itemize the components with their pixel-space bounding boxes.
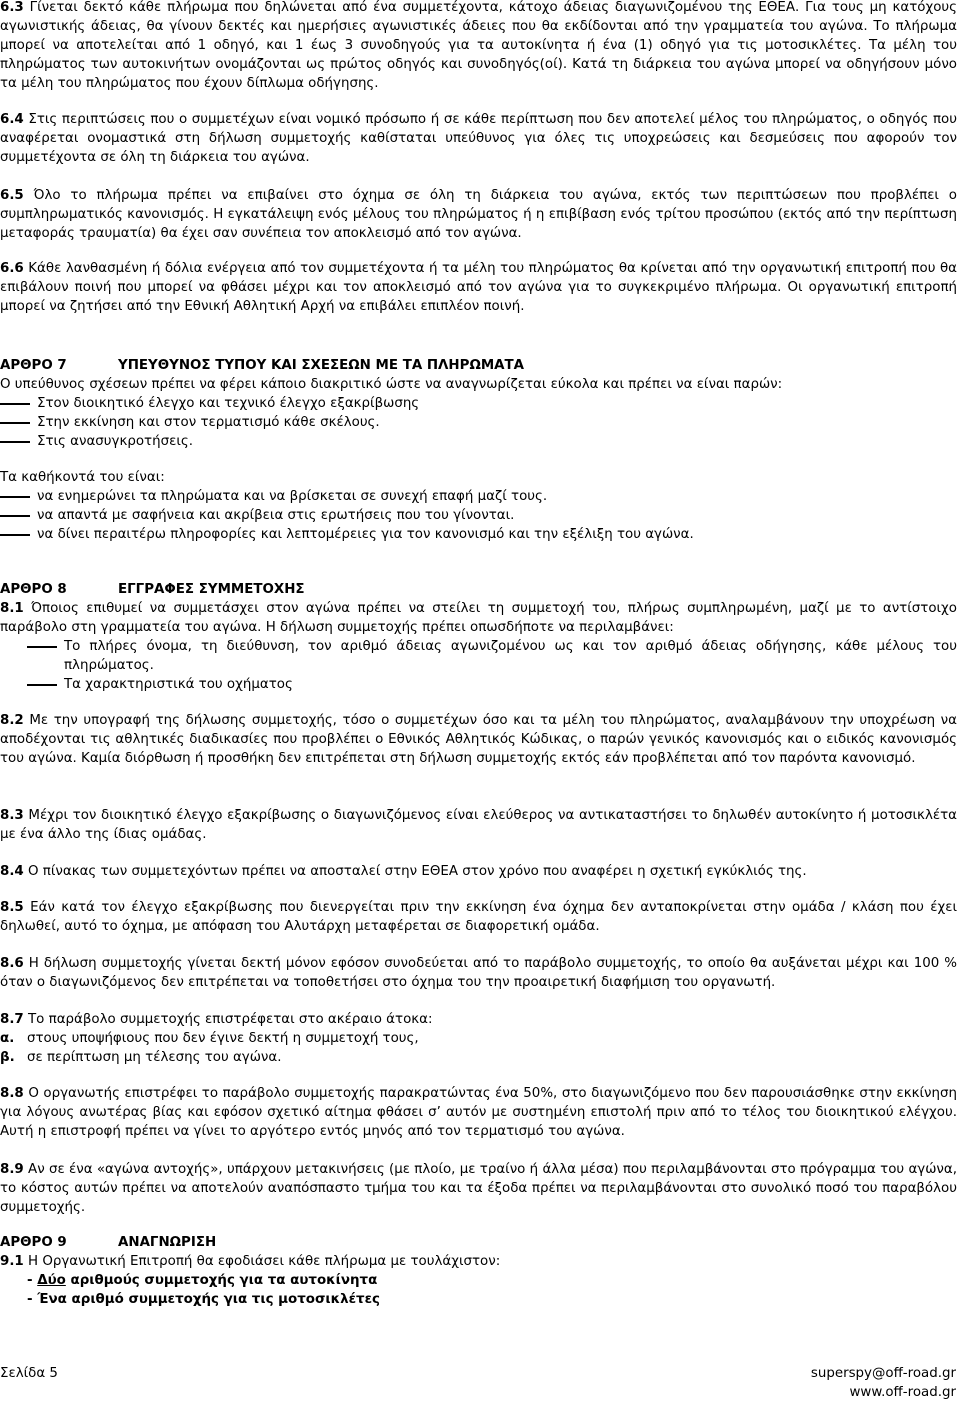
list-item: να δίνει περαιτέρω πληροφορίες και λεπτομέρειες για τον κανονισμό και την εξέλιξη του αγώνα. [0, 525, 957, 544]
paragraph-6-4 [0, 110, 957, 167]
list-item: να ενημερώνει τα πληρώματα και να βρίσκεται σε συνεχή επαφή μαζί τους. [0, 487, 957, 506]
paragraph-8-5 [0, 898, 957, 936]
article-7-intro: Ο υπεύθυνος σχέσεων πρέπει να φέρει κάποιο διακριτικό ώστε να αναγνωρίζεται εύκολα και πρέπει να είναι παρών: [0, 377, 783, 392]
clause-number: 8.3 [0, 808, 24, 823]
article-title: ΥΠΕΥΘΥΝΟΣ ΤΥΠΟΥ ΚΑΙ ΣΧΕΣΕΩΝ ΜΕ ΤΑ ΠΛΗΡΩΜΑΤΑ [118, 358, 525, 373]
clause-number: 8.9 [0, 1162, 24, 1177]
clause-number: 8.5 [0, 900, 24, 915]
list-item: Στον διοικητικό έλεγχο και τεχνικό έλεγχο εξακρίβωσης [0, 394, 957, 413]
clause-text: Η δήλωση συμμετοχής γίνεται δεκτή μόνον εφόσον συνοδεύεται από το παράβολο συμμετοχής, το οποίο θα αυξάνεται μέχρι και 100 % όταν ο διαγωνιζόμενος δεν επιτρέπεται να τοποθετήσει στο όχημα του την προαιρετική διαφήμιση του οργανωτή. [0, 956, 957, 990]
clause-text: Κάθε λανθασμένη ή δόλια ενέργεια από τον συμμετέχοντα ή τα μέλη του πληρώματος θα κρίνεται από την οργανωτική επιτροπή που θα επιβάλουν ποινή που μπορεί να φθάσει μέχρι και τον αποκλεισμό από τον αγώνα για το συγκεκριμένο πλήρωμα. Οι οργανωτική επιτροπή μπορεί να ζητήσει από την Εθνική Αθλητική Αρχή να επιβάλει επιπλέον ποινή. [0, 261, 957, 314]
list-item: Τα χαρακτηριστικά του οχήματος [0, 675, 957, 694]
clause-text: Εάν κατά τον έλεγχο εξακρίβωσης που διενεργείται πριν την εκκίνηση ένα όχημα δεν ανταποκρίνεται στην ομάδα / κλάση που έχει δηλωθεί, αυτό το όχημα, με απόφαση του Αλυτάρχη μεταφέρεται σε διαφορετική ομάδα. [0, 900, 957, 934]
clause-number: 8.6 [0, 956, 24, 971]
article-title: ΕΓΓΡΑΦΕΣ ΣΥΜΜΕΤΟΧΗΣ [118, 582, 305, 597]
list-item: να απαντά με σαφήνεια και ακρίβεια στις ερωτήσεις που του γίνονται. [0, 506, 957, 525]
article-label: ΑΡΘΡΟ 7 [0, 358, 67, 373]
duties-intro: Τα καθήκοντά του είναι: [0, 470, 165, 485]
clause-number: 6.4 [0, 112, 24, 127]
article-9-heading [0, 1233, 217, 1252]
article-7-heading [0, 356, 525, 375]
clause-text: Το παράβολο συμμετοχής επιστρέφεται στο ακέραιο άτοκα: [28, 1012, 433, 1027]
clause-text: Αν σε ένα «αγώνα αντοχής», υπάρχουν μετακινήσεις (με πλοίο, με τραίνο ή άλλα μέσα) που περιλαμβάνονται στο πρόγραμμα του αγώνα, το κόστος αυτών πρέπει να αποτελούν αναπόσπαστο τμήμα του και τα έξοδα πρέπει να περιλαμβάνονται στο συνολικό ποσό του παραβόλου συμμετοχής. [0, 1162, 957, 1215]
list-item: Στην εκκίνηση και στον τερματισμό κάθε σκέλους. [0, 413, 957, 432]
clause-text: Η Οργανωτική Επιτροπή θα εφοδιάσει κάθε πλήρωμα με τουλάχιστον: [28, 1254, 501, 1269]
clause-number: 9.1 [0, 1254, 24, 1269]
clause-text: Όλο το πλήρωμα πρέπει να επιβαίνει στο όχημα σε όλη τη διάρκεια του αγώνα, εκτός των περιπτώσεων που προβλέπει ο συμπληρωματικός κανονισμός. Η εγκατάλειψη ενός μέλους του πληρώματος ή η επιβίβαση ενός τρίτου προσώπου (εκτός από την περίπτωση μεταφοράς τραυματία) θα έχει σαν συνέπεια τον αποκλεισμό από τον αγώνα. [0, 188, 957, 241]
clause-text: Ο πίνακας των συμμετεχόντων πρέπει να αποσταλεί στην ΕΘΕΑ στον χρόνο που αναφέρει η σχετική εγκύκλιός της. [28, 864, 807, 879]
article-label: ΑΡΘΡΟ 9 [0, 1235, 67, 1250]
clause-text: Μέχρι τον διοικητικό έλεγχο εξακρίβωσης ο διαγωνιζόμενος είναι ελεύθερος να αντικαταστήσει το δηλωθέν αυτοκίνητο ή μοτοσικλέτα με ένα άλλο της ίδιας ομάδας. [0, 808, 957, 842]
clause-number: 6.6 [0, 261, 24, 276]
footer-email-link[interactable]: superspy@off-road.gr [810, 1366, 956, 1381]
clause-text: Ο οργανωτής επιστρέφει το παράβολο συμμετοχής παρακρατώντας ένα 50%, στο διαγωνιζόμενο που δεν παρουσιάσθηκε στην εκκίνηση για λόγους ανωτέρας βίας και εφόσον σχετικό αίτημα φθάσει σ’ αυτόν με συστημένη επιστολή πριν από το τέλος του διοικητικού ελέγχου. Αυτή η επιστροφή πρέπει να γίνει το αργότερο εντός μηνός από τον τερματισμό του αγώνα. [0, 1086, 957, 1139]
article-title: ΑΝΑΓΝΩΡΙΣΗ [118, 1235, 217, 1250]
paragraph-8-6 [0, 954, 957, 992]
paragraph-9-1 [0, 1252, 957, 1271]
clause-text: Γίνεται δεκτό κάθε πλήρωμα που δηλώνεται από ένα συμμετέχοντα, κάτοχο άδειας διαγωνιζομένου της ΕΘΕΑ. Για τους μη κατόχους αγωνιστικής άδειας, θα γίνουν δεκτές και ημερήσιες αγωνιστικές άδειες που θα εκδίδονται από την γραμματεία του αγώνα. Το πλήρωμα μπορεί να αποτελείται από 1 οδηγό, και 1 έως 3 συνοδηγούς για τα αυτοκίνητα ή ένα (1) οδηγό για τις μοτοσικλέτες. Τα μέλη του πληρώματος των αυτοκινήτων ονομάζονται ως πρώτος οδηγός και συνοδηγός(οί). Κατά τη διάρκεια του αγώνα μπορεί να οδηγήσουν μόνο τα μέλη του πληρώματος που έχουν δίπλωμα οδήγησης. [0, 0, 957, 91]
clause-number: 8.7 [0, 1012, 24, 1027]
paragraph-6-5 [0, 186, 957, 243]
clause-number: 6.5 [0, 188, 24, 203]
clause-text: Στις περιπτώσεις που ο συμμετέχων είναι νομικό πρόσωπο ή σε κάθε περίπτωση που δεν αποτελεί μέλος του πληρώματος, ο οδηγός που αναφέρεται ονομαστικά στη δήλωση συμμετοχής καθίσταται υπεύθυνος για όλες τις υποχρεώσεις και δεσμεύσεις που αφορούν τον συμμετέχοντα σε όλη τη διάρκεια του αγώνα. [0, 112, 957, 165]
clause-text: Όποιος επιθυμεί να συμμετάσχει στον αγώνα πρέπει να στείλει τη συμμετοχή του, πλήρως συμπληρωμένη, μαζί με το αντίστοιχο παράβολο στη γραμματεία του αγώνα. Η δήλωση συμμετοχής πρέπει οπωσδήποτε να περιλαμβάνει: [0, 601, 957, 635]
paragraph-8-3 [0, 806, 957, 844]
paragraph-6-3 [0, 0, 957, 93]
paragraph-8-8 [0, 1084, 957, 1141]
list-item: - Ένα αριθμό συμμετοχής για τις μοτοσικλέτες [27, 1292, 380, 1307]
article-8-heading [0, 580, 305, 599]
paragraph-8-2 [0, 711, 957, 768]
list-item: Το πλήρες όνομα, τη διεύθυνση, τον αριθμό άδειας αγωνιζομένου ως και τον αριθμό άδειας οδήγησης, κάθε μέλους του πληρώματος. [0, 637, 957, 675]
list-item: - Δύο αριθμούς συμμετοχής για τα αυτοκίνητα [27, 1273, 378, 1288]
paragraph-8-7 [0, 1010, 957, 1029]
clause-number: 6.3 [0, 0, 24, 15]
paragraph-8-1 [0, 599, 957, 637]
clause-number: 8.4 [0, 864, 24, 879]
footer-site-link[interactable]: www.off-road.gr [849, 1385, 956, 1400]
page-number: Σελίδα 5 [0, 1366, 58, 1381]
list-item: α. στους υποψήφιους που δεν έγινε δεκτή η συμμετοχή τους, [0, 1031, 419, 1046]
paragraph-6-6 [0, 259, 957, 316]
paragraph-8-9 [0, 1160, 957, 1217]
clause-number: 8.1 [0, 601, 24, 616]
clause-number: 8.2 [0, 713, 24, 728]
article-label: ΑΡΘΡΟ 8 [0, 582, 67, 597]
list-item: Στις ανασυγκροτήσεις. [0, 432, 957, 451]
clause-text: Με την υπογραφή της δήλωσης συμμετοχής, τόσο ο συμμετέχων όσο και τα μέλη του πληρώματος, αναλαμβάνουν την υποχρέωση να αποδέχονται τις αθλητικές διαδικασίες που προβλέπει ο Εθνικός Αθλητικός Κώδικας, ο παρών γενικός κανονισμός και ο ειδικός κανονισμός του αγώνα. Καμία διόρθωση ή προσθήκη δεν επιτρέπεται στη δήλωση συμμετοχής εκτός εάν προβλέπεται από τον παρόντα κανονισμό. [0, 713, 957, 766]
paragraph-8-4 [0, 862, 957, 881]
clause-number: 8.8 [0, 1086, 24, 1101]
list-item: β. σε περίπτωση μη τέλεσης του αγώνα. [0, 1050, 282, 1065]
